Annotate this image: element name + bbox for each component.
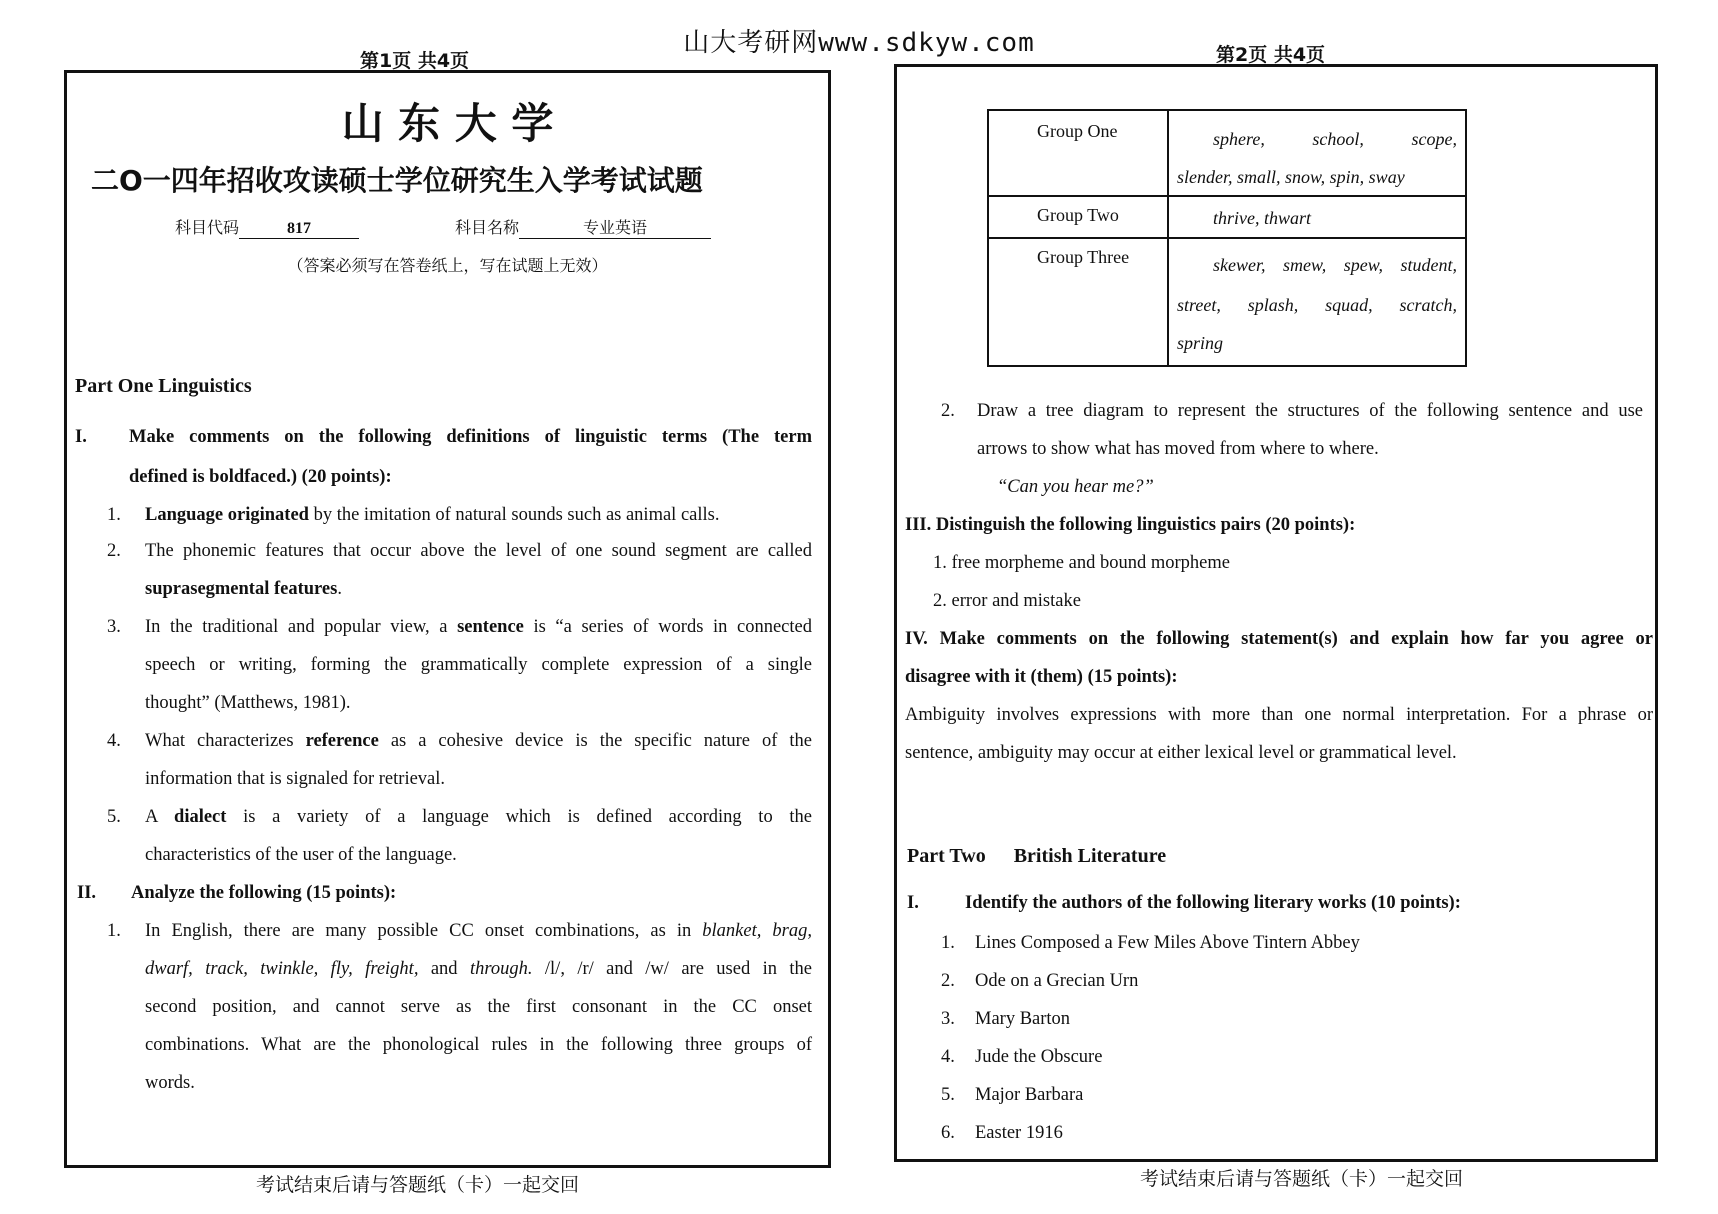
literature-item-number: 3. <box>941 1009 955 1029</box>
page2-header: 第2页 共4页 <box>1216 44 1326 66</box>
item-3-number: 3. <box>107 617 121 637</box>
page2-footer: 考试结束后请与答题纸（卡）一起交回 <box>1140 1168 1464 1190</box>
part-one-title: Part One Linguistics <box>75 375 252 397</box>
item-3-line1: In the traditional and popular view, a sentence is “a series of words in connected <box>145 617 812 637</box>
literature-section-title: Identify the authors of the following literary works (10 points): <box>965 893 1461 913</box>
table-row <box>988 238 1466 366</box>
part-two-title: Part Two British Literature <box>907 845 1167 867</box>
literature-item-1: Lines Composed a Few Miles Above Tintern Abbey <box>975 933 1360 953</box>
item-3-line3: thought” (Matthews, 1981). <box>145 693 351 713</box>
item-5-line1: A dialect is a variety of a language which is defined according to the <box>145 807 812 827</box>
group-words-cell <box>1168 196 1466 238</box>
item-1-text: Language originated by the imitation of natural sounds such as animal calls. <box>145 505 720 525</box>
group-three-label: Group Three <box>1037 247 1130 267</box>
section-4-statement-line2: sentence, ambiguity may occur at either lexical level or grammatical level. <box>905 743 1457 763</box>
group-three-words-line1: skewer, smew, spew, student, <box>1213 255 1457 275</box>
item-5-line2: characteristics of the user of the language. <box>145 845 457 865</box>
section-2-item-1-line1: In English, there are many possible CC onset combinations, as in blanket, brag, <box>145 921 813 941</box>
section-2-item-1-line4: combinations. What are the phonological rules in the following three groups of <box>145 1035 812 1055</box>
subject-code-row <box>175 215 359 239</box>
item-4-line1: What characterizes reference as a cohesive device is the specific nature of the <box>145 731 812 751</box>
group-label-cell <box>988 110 1168 196</box>
section-2-item-1-line5: words. <box>145 1073 195 1093</box>
section-2-roman: II. <box>77 883 97 903</box>
literature-item-6: Easter 1916 <box>975 1123 1063 1143</box>
section-1-instruction-line1: Make comments on the following definitions of linguistic terms (The term <box>129 427 812 447</box>
literature-item-number: 5. <box>941 1085 955 1105</box>
page1-header: 第1页 共4页 <box>360 50 470 72</box>
item-2-number: 2. <box>107 541 121 561</box>
item-2-line2: suprasegmental features. <box>145 579 342 599</box>
literature-section-roman: I. <box>907 893 919 913</box>
question-2-line2: arrows to show what has moved from where to where. <box>977 439 1379 459</box>
item-5-number: 5. <box>107 807 121 827</box>
literature-item-number: 1. <box>941 933 955 953</box>
word-groups-table <box>987 109 1467 367</box>
section-4-title-line2: disagree with it (them) (15 points): <box>905 667 1178 687</box>
literature-item-2: Ode on a Grecian Urn <box>975 971 1139 991</box>
group-three-words-line3: spring <box>1177 333 1224 353</box>
literature-item-3: Mary Barton <box>975 1009 1071 1029</box>
subject-code-value: 817 <box>239 220 359 239</box>
page1-frame <box>64 70 831 1168</box>
group-three-words-line2: street, splash, squad, scratch, <box>1177 295 1457 315</box>
group-two-label: Group Two <box>1037 205 1119 225</box>
literature-item-5: Major Barbara <box>975 1085 1084 1105</box>
section-4-title-line1: IV. Make comments on the following statement(s) and explain how far you agree or <box>905 629 1653 649</box>
section-3-item-2: 2. error and mistake <box>933 591 1081 611</box>
group-words-cell <box>1168 110 1466 196</box>
section-3-title: III. Distinguish the following linguistics pairs (20 points): <box>905 515 1356 535</box>
section-1-roman: I. <box>75 427 87 447</box>
university-name: 山 东 大 学 <box>341 99 554 148</box>
item-1-number: 1. <box>107 505 121 525</box>
item-4-line2: information that is signaled for retrieval. <box>145 769 446 789</box>
subject-name-label: 科目名称 <box>455 218 520 237</box>
group-one-label: Group One <box>1037 121 1118 141</box>
group-words-cell <box>1168 238 1466 366</box>
table-row <box>988 196 1466 238</box>
question-2-sentence: “Can you hear me?” <box>997 477 1154 497</box>
group-label-cell <box>988 196 1168 238</box>
exam-notice: （答案必须写在答卷纸上，写在试题上无效） <box>287 256 608 275</box>
section-2-item-1-line2: dwarf, track, twinkle, fly, freight, and through. /l/, /r/ and /w/ are used in the <box>145 959 812 979</box>
item-3-line2: speech or writing, forming the grammatically complete expression of a single <box>145 655 812 675</box>
item-2-line1: The phonemic features that occur above the level of one sound segment are called <box>145 541 812 561</box>
page1-footer: 考试结束后请与答题纸（卡）一起交回 <box>256 1174 580 1196</box>
group-one-words-line1: sphere, school, scope, <box>1213 129 1457 149</box>
site-watermark: 山大考研网www.sdkyw.com <box>683 28 1035 58</box>
section-4-statement-line1: Ambiguity involves expressions with more than one normal interpretation. For a phrase or <box>905 705 1653 725</box>
exam-title: 二O一四年招收攻读硕士学位研究生入学考试试题 <box>91 164 703 197</box>
group-two-words: thrive, thwart <box>1213 208 1311 228</box>
subject-name-value: 专业英语 <box>519 215 711 239</box>
question-2-number: 2. <box>941 401 955 421</box>
subject-code-label: 科目代码 <box>175 218 240 237</box>
section-2-item-1-line3: second position, and cannot serve as the first consonant in the CC onset <box>145 997 812 1017</box>
literature-item-number: 4. <box>941 1047 955 1067</box>
literature-item-4: Jude the Obscure <box>975 1047 1103 1067</box>
question-2-line1: Draw a tree diagram to represent the structures of the following sentence and use <box>977 401 1643 421</box>
literature-item-number: 6. <box>941 1123 955 1143</box>
group-one-words-line2: slender, small, snow, spin, sway <box>1177 167 1405 187</box>
item-4-number: 4. <box>107 731 121 751</box>
table-row <box>988 110 1466 196</box>
group-label-cell <box>988 238 1168 366</box>
literature-item-number: 2. <box>941 971 955 991</box>
page2-frame <box>894 64 1658 1162</box>
section-2-title: Analyze the following (15 points): <box>131 883 397 903</box>
subject-name-row <box>455 215 711 239</box>
section-1-instruction-line2: defined is boldfaced.) (20 points): <box>129 467 392 487</box>
section-2-item-1-number: 1. <box>107 921 121 941</box>
section-3-item-1: 1. free morpheme and bound morpheme <box>933 553 1230 573</box>
